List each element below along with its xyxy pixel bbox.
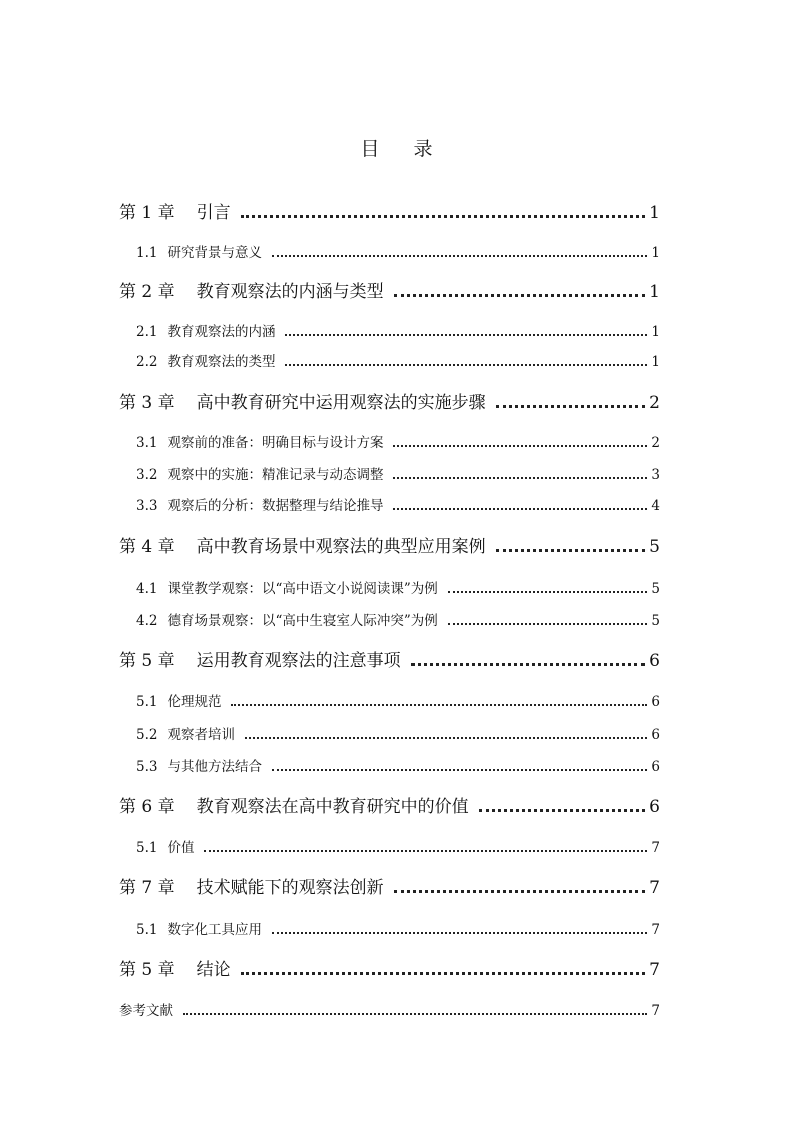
toc-page-number: 5 — [651, 613, 660, 629]
toc-dot-leader — [241, 215, 646, 218]
toc-section-number: 1.1 — [136, 245, 158, 261]
toc-chapter-title: 技术赋能下的观察法创新 — [196, 878, 384, 898]
toc-chapter-number: 第 5 章 — [119, 960, 175, 980]
toc-page-number: 1 — [649, 203, 660, 223]
toc-chapter-title: 引言 — [196, 203, 231, 223]
toc-dot-leader — [285, 364, 647, 366]
toc-section-title: 研究背景与意义 — [167, 245, 262, 261]
toc-section-number: 2.2 — [136, 354, 158, 370]
toc-section-title: 观察者培训 — [167, 727, 235, 743]
toc-page-number: 6 — [651, 727, 660, 743]
toc-section-title: 伦理规范 — [167, 694, 222, 710]
toc-chapter-number: 第 3 章 — [119, 393, 175, 413]
toc-entry-chapter-7[interactable] — [119, 876, 660, 900]
toc-dot-leader — [448, 591, 648, 593]
toc-dot-leader — [479, 809, 646, 812]
toc-entry-section-7-1[interactable] — [136, 920, 660, 940]
toc-section-number: 3.2 — [136, 467, 158, 483]
toc-entry-section-3-3[interactable] — [136, 496, 660, 516]
toc-page-number: 2 — [649, 393, 660, 413]
toc-chapter-title: 教育观察法的内涵与类型 — [196, 282, 384, 302]
toc-page-number: 7 — [651, 840, 660, 856]
toc-chapter-title: 高中教育场景中观察法的典型应用案例 — [196, 537, 486, 557]
toc-chapter-title: 高中教育研究中运用观察法的实施步骤 — [196, 393, 486, 413]
toc-dot-leader — [411, 663, 646, 666]
toc-dot-leader — [448, 623, 648, 625]
toc-section-title: 价值 — [167, 840, 195, 856]
toc-section-number: 3.1 — [136, 435, 158, 451]
toc-dot-leader — [393, 508, 647, 510]
toc-section-title: 观察前的准备：明确目标与设计方案 — [167, 435, 384, 451]
toc-section-title: 教育观察法的内涵 — [167, 324, 276, 340]
toc-entry-chapter-6[interactable] — [119, 795, 660, 819]
toc-entry-section-2-1[interactable] — [136, 322, 660, 342]
toc-section-number: 5.2 — [136, 727, 158, 743]
toc-entry-section-5-2[interactable] — [136, 725, 660, 745]
toc-dot-leader — [393, 445, 647, 447]
toc-page-number: 1 — [649, 282, 660, 302]
toc-entry-section-6-1[interactable] — [136, 838, 660, 858]
toc-dot-leader — [245, 737, 647, 739]
toc-entry-chapter-3[interactable] — [119, 391, 660, 415]
toc-page-number: 4 — [651, 498, 660, 514]
toc-entry-section-4-2[interactable] — [136, 611, 660, 631]
toc-page-number: 6 — [649, 651, 660, 671]
toc-entry-chapter-2[interactable] — [119, 280, 660, 304]
toc-section-title: 观察后的分析：数据整理与结论推导 — [167, 498, 384, 514]
toc-entry-chapter-1[interactable] — [119, 201, 660, 225]
toc-dot-leader — [272, 932, 647, 934]
toc-entry-section-1-1[interactable] — [136, 243, 660, 263]
toc-references-title: 参考文献 — [119, 1003, 173, 1019]
toc-page-number: 6 — [649, 797, 660, 817]
toc-dot-leader — [394, 294, 646, 297]
toc-entry-section-5-1[interactable] — [136, 692, 660, 712]
toc-dot-leader — [272, 255, 647, 257]
toc-page-number: 6 — [651, 694, 660, 710]
toc-dot-leader — [496, 405, 646, 408]
toc-chapter-number: 第 2 章 — [119, 282, 175, 302]
toc-section-number: 2.1 — [136, 324, 158, 340]
toc-section-number: 5.1 — [136, 922, 158, 938]
toc-entry-references[interactable] — [119, 1001, 660, 1021]
toc-section-title: 与其他方法结合 — [167, 759, 262, 775]
toc-page-number: 5 — [651, 581, 660, 597]
toc-chapter-number: 第 4 章 — [119, 537, 175, 557]
toc-dot-leader — [496, 549, 646, 552]
toc-title: 目 录 — [360, 138, 447, 160]
toc-page-number: 7 — [649, 960, 660, 980]
toc-section-title: 数字化工具应用 — [167, 922, 262, 938]
toc-chapter-number: 第 6 章 — [119, 797, 175, 817]
toc-entry-chapter-4[interactable] — [119, 535, 660, 559]
toc-page-number: 1 — [651, 354, 660, 370]
toc-dot-leader — [394, 890, 646, 893]
toc-page-number: 7 — [651, 1003, 660, 1019]
toc-dot-leader — [183, 1013, 647, 1015]
toc-dot-leader — [393, 477, 647, 479]
toc-section-number: 3.3 — [136, 498, 158, 514]
toc-entry-section-3-2[interactable] — [136, 465, 660, 485]
toc-entry-section-5-3[interactable] — [136, 757, 660, 777]
toc-section-number: 5.1 — [136, 694, 158, 710]
toc-entry-section-4-1[interactable] — [136, 579, 660, 599]
toc-page-number: 5 — [649, 537, 660, 557]
toc-section-title: 课堂教学观察：以“高中语文小说阅读课”为例 — [167, 581, 438, 597]
toc-chapter-number: 第 7 章 — [119, 878, 175, 898]
toc-entry-section-3-1[interactable] — [136, 433, 660, 453]
toc-page-number: 7 — [649, 878, 660, 898]
toc-page-number: 1 — [651, 324, 660, 340]
toc-page-number: 1 — [651, 245, 660, 261]
toc-dot-leader — [204, 850, 647, 852]
toc-chapter-title: 结论 — [196, 960, 231, 980]
toc-section-number: 4.1 — [136, 581, 158, 597]
toc-dot-leader — [272, 769, 647, 771]
toc-entry-chapter-conclusion[interactable] — [119, 958, 660, 982]
toc-section-number: 4.2 — [136, 613, 158, 629]
toc-section-title: 观察中的实施：精准记录与动态调整 — [167, 467, 384, 483]
toc-chapter-number: 第 5 章 — [119, 651, 175, 671]
toc-section-number: 5.1 — [136, 840, 158, 856]
toc-entry-chapter-5[interactable] — [119, 649, 660, 673]
toc-chapter-number: 第 1 章 — [119, 203, 175, 223]
toc-page-number: 7 — [651, 922, 660, 938]
toc-section-number: 5.3 — [136, 759, 158, 775]
toc-section-title: 教育观察法的类型 — [167, 354, 276, 370]
toc-page-number: 6 — [651, 759, 660, 775]
toc-chapter-title: 运用教育观察法的注意事项 — [196, 651, 401, 671]
toc-entry-section-2-2[interactable] — [136, 352, 660, 372]
toc-page-number: 2 — [651, 435, 660, 451]
toc-dot-leader — [241, 972, 646, 975]
toc-dot-leader — [285, 334, 647, 336]
toc-dot-leader — [231, 704, 647, 706]
toc-chapter-title: 教育观察法在高中教育研究中的价值 — [196, 797, 469, 817]
toc-page-number: 3 — [651, 467, 660, 483]
toc-section-title: 德育场景观察：以“高中生寝室人际冲突”为例 — [167, 613, 438, 629]
